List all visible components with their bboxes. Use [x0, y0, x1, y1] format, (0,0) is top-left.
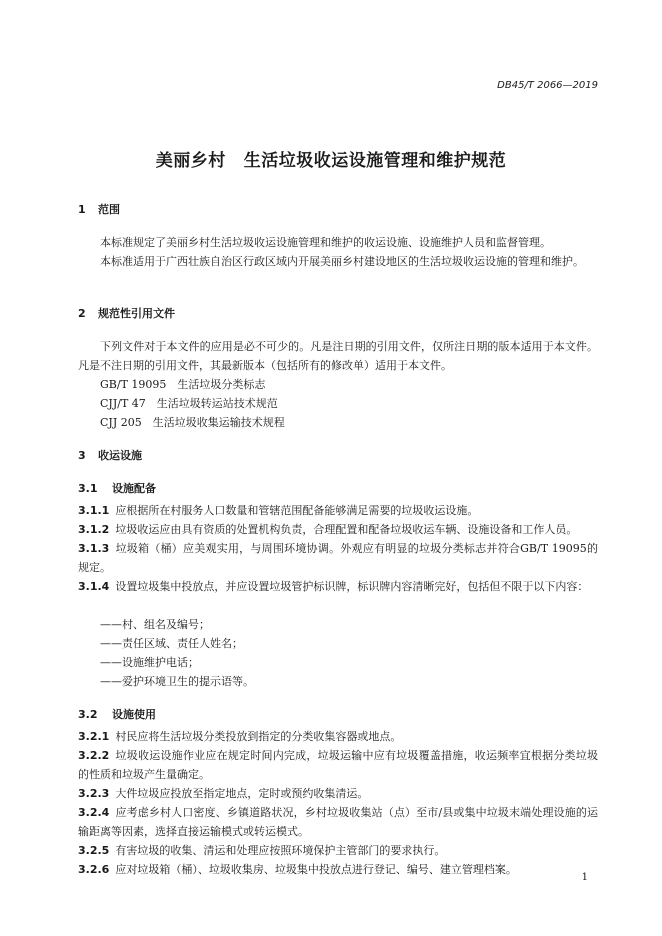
section-2-paragraph-1: 下列文件对于本文件的应用是必不可少的。凡是注日期的引用文件，仅所注日期的版本适用于本文件。凡是不注日期的引用文件，其最新版本（包括所有的修改单）适用于本文件。 [78, 340, 598, 372]
clause-number: 3.2.6 [78, 863, 110, 876]
subsection-number: 3.1 [78, 482, 98, 495]
clause-3-2-5 [78, 841, 598, 860]
clause-number: 3.1.1 [78, 504, 110, 517]
subsection-number: 3.2 [78, 708, 98, 721]
clause-text: 应考虑乡村人口密度、乡镇道路状况，乡村垃圾收集站（点）至市/县或集中垃圾末端处理设施的运输距离等因素，选择直接运输模式或转运模式。 [78, 806, 598, 838]
section-2-heading [78, 304, 598, 323]
clause-3-2-3 [78, 784, 598, 803]
clause-text: 应对垃圾箱（桶）、垃圾收集房、垃圾集中投放点进行登记、编号、建立管理档案。 [115, 863, 517, 876]
list-item: ——爱护环境卫生的提示语等。 [100, 675, 254, 688]
clause-3-1-3 [78, 539, 598, 577]
clause-text: 垃圾收运应由具有资质的处置机构负责，合理配置和配备垃圾收运车辆、设施设备和工作人员。 [115, 523, 578, 536]
clause-text: 垃圾箱（桶）应美观实用，与周围环境协调。外观应有明显的垃圾分类标志并符合GB/T 19095的规定。 [78, 542, 598, 574]
section-1-heading [78, 200, 598, 219]
section-number: 1 [78, 203, 86, 216]
normative-reference: GB/T 19095 生活垃圾分类标志 [100, 378, 266, 391]
list-item: ——责任区域、责任人姓名； [100, 637, 243, 650]
clause-text: 垃圾收运设施作业应在规定时间内完成，垃圾运输中应有垃圾覆盖措施，收运频率宜根据分类垃圾的性质和垃圾产生量确定。 [78, 749, 598, 781]
clause-number: 3.2.1 [78, 730, 110, 743]
clause-number: 3.1.3 [78, 542, 110, 555]
normative-reference: CJJ 205 生活垃圾收集运输技术规程 [100, 416, 285, 429]
clause-3-2-4 [78, 803, 598, 841]
document-title [0, 146, 662, 171]
clause-text: 村民应将生活垃圾分类投放到指定的分类收集容器或地点。 [115, 730, 402, 743]
subsection-3-1-heading [78, 479, 598, 498]
clause-text: 设置垃圾集中投放点，并应设置垃圾管护标识牌，标识牌内容清晰完好，包括但不限于以下内容： [115, 580, 589, 593]
clause-number: 3.2.3 [78, 787, 110, 800]
clause-text: 有害垃圾的收集、清运和处理应按照环境保护主管部门的要求执行。 [115, 844, 446, 857]
clause-number: 3.2.5 [78, 844, 110, 857]
clause-3-2-1 [78, 727, 598, 746]
clause-number: 3.2.4 [78, 806, 110, 819]
clause-number: 3.2.2 [78, 749, 110, 762]
section-title: 规范性引用文件 [98, 307, 175, 320]
section-number: 2 [78, 307, 86, 320]
clause-text: 应根据所在村服务人口数量和管辖范围配备能够满足需要的垃圾收运设施。 [115, 504, 479, 517]
clause-3-2-2 [78, 746, 598, 784]
section-3-heading [78, 446, 598, 465]
clause-3-1-4 [78, 577, 598, 596]
clause-3-1-1 [78, 501, 598, 520]
clause-3-1-2 [78, 520, 598, 539]
title-part-2: 生活垃圾收运设施管理和维护规范 [243, 151, 507, 171]
section-1-paragraph-2: 本标准适用于广西壮族自治区行政区域内开展美丽乡村建设地区的生活垃圾收运设施的管理和维护。 [100, 255, 584, 268]
section-number: 3 [78, 449, 86, 462]
subsection-title: 设施配备 [112, 482, 156, 495]
page-number: 1 [581, 872, 588, 883]
clause-number: 3.1.2 [78, 523, 110, 536]
clause-text: 大件垃圾应投放至指定地点，定时或预约收集清运。 [115, 787, 369, 800]
normative-reference: CJJ/T 47 生活垃圾转运站技术规范 [100, 397, 278, 410]
section-title: 范围 [98, 203, 120, 216]
section-title: 收运设施 [98, 449, 142, 462]
title-part-1: 美丽乡村 [155, 151, 226, 171]
standard-code: DB45/T 2066—2019 [497, 80, 598, 91]
section-1-paragraph-1: 本标准规定了美丽乡村生活垃圾收运设施管理和维护的收运设施、设施维护人员和监督管理。 [100, 236, 551, 249]
clause-number: 3.1.4 [78, 580, 110, 593]
clause-3-2-6 [78, 860, 598, 879]
subsection-title: 设施使用 [112, 708, 156, 721]
list-item: ——设施维护电话； [100, 656, 199, 669]
list-item: ——村、组名及编号； [100, 618, 210, 631]
subsection-3-2-heading [78, 705, 598, 724]
